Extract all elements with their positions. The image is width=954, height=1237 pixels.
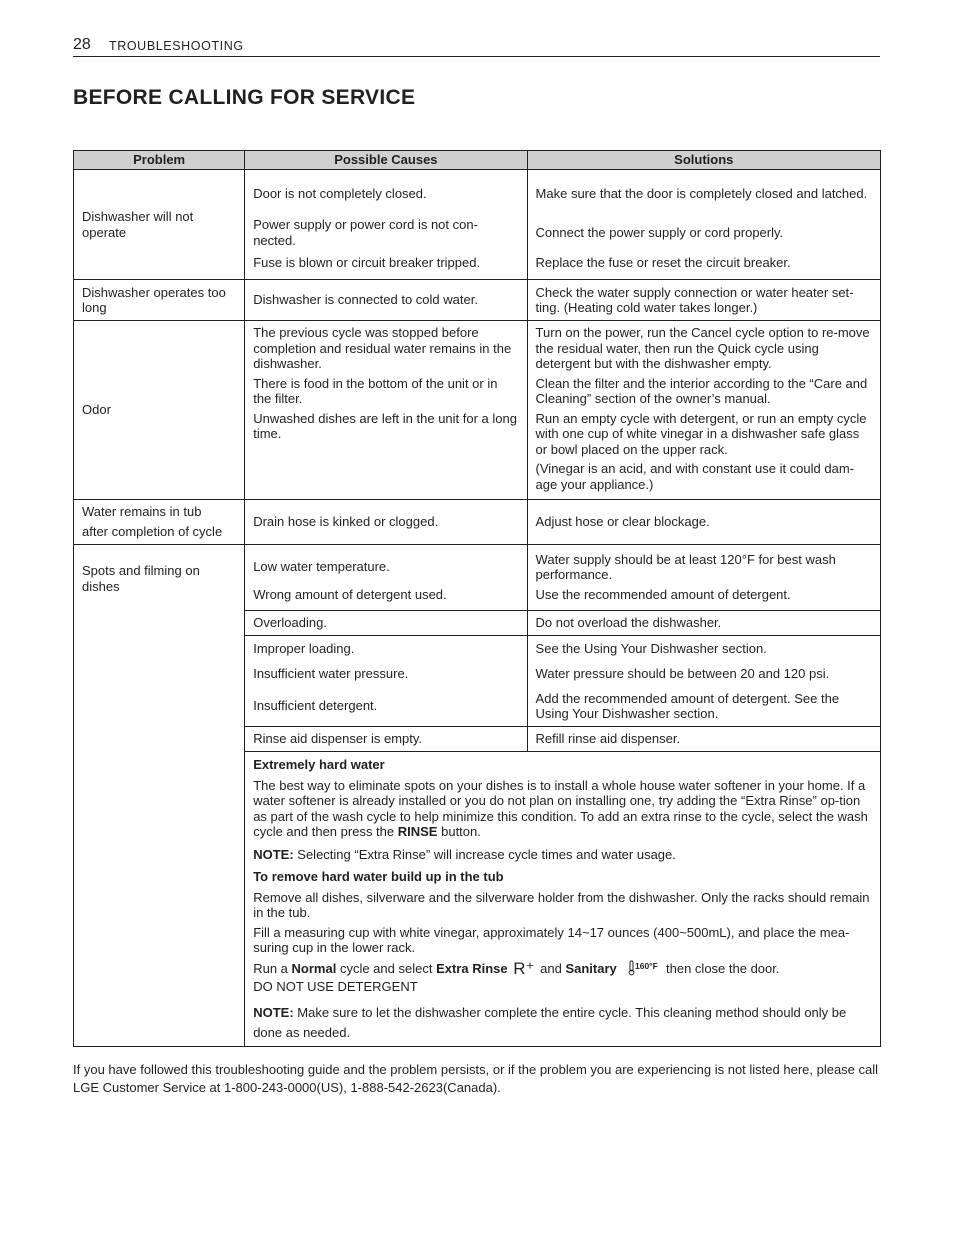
sanitary-icon <box>628 960 658 976</box>
solutions-cell <box>527 545 880 611</box>
solution-item: (Vinegar is an acid, and with constant use it could dam-age your appliance.) <box>535 461 854 492</box>
solutions-cell <box>527 321 880 500</box>
solution-item: Adjust hose or clear blockage. <box>527 500 880 545</box>
solution-item: Turn on the power, run the Cancel cycle option to re-move the residual water, then run the Quick cycle using detergent but with the dishwasher empty. <box>535 325 870 371</box>
solutions-cell <box>527 636 880 727</box>
solution-item: See the Using Your Dishwasher section. <box>535 641 767 657</box>
solution-item: Run an empty cycle with detergent, or run an empty cycle with one cup of white vinegar in a dishwasher safe glass or bowl placed on the upper rack. <box>535 410 867 457</box>
problem-line: Water remains in tub <box>82 504 202 519</box>
problem-cell: Spots and filming on dishes <box>74 545 245 1047</box>
cause-item: Insufficient detergent. <box>253 698 378 714</box>
note-complete-cycle: NOTE: Make sure to let the dishwasher complete the entire cycle. This cleaning method should only be done as needed. <box>253 1004 847 1040</box>
table-row <box>74 545 881 611</box>
solution-item: Use the recommended amount of detergent. <box>535 587 791 603</box>
causes-cell <box>245 636 527 727</box>
problem-cell: Odor <box>74 321 245 500</box>
cause-item: Door is not completely closed. <box>253 186 427 202</box>
solution-item: Clean the filter and the interior according to the “Care and Cleaning” section of the owner’s manual. <box>535 375 868 406</box>
troubleshooting-table <box>73 150 881 1047</box>
problem-cell: Dishwasher will not operate <box>74 170 245 280</box>
causes-cell <box>245 545 527 611</box>
solution-item: Connect the power supply or cord properly. <box>535 224 784 240</box>
table-row <box>74 321 881 500</box>
page-header <box>73 36 880 57</box>
hard-water-note <box>245 752 881 1047</box>
causes-cell <box>245 321 527 500</box>
cause-item: Improper loading. <box>253 641 355 657</box>
cause-item: The previous cycle was stopped before completion and residual water remains in the dishwasher. <box>253 325 512 371</box>
footer-note: If you have followed this troubleshooting guide and the problem persists, or if the problem you are experiencing is not listed here, please call LGE Customer Service at 1-800-243-0000(US), 1-888-542-2623(Canada). <box>73 1062 879 1095</box>
solution-item: Do not overload the dishwasher. <box>527 611 880 636</box>
table-row <box>74 500 881 545</box>
cause-item: Unwashed dishes are left in the unit for a long time. <box>253 410 517 441</box>
solutions-cell <box>527 170 880 280</box>
column-header-causes: Possible Causes <box>245 151 527 170</box>
cause-item: Rinse aid dispenser is empty. <box>245 727 527 752</box>
solution-item: Refill rinse aid dispenser. <box>527 727 880 752</box>
cause-item: Overloading. <box>245 611 527 636</box>
cause-item: Power supply or power cord is not con-nected. <box>253 217 478 248</box>
page-number: 28 <box>73 36 91 53</box>
column-header-problem: Problem <box>74 151 245 170</box>
solution-item: Add the recommended amount of detergent. See the Using Your Dishwasher section. <box>535 690 840 721</box>
section-name: TROUBLESHOOTING <box>109 39 244 53</box>
column-header-solutions: Solutions <box>527 151 880 170</box>
causes-cell <box>245 170 527 280</box>
problem-cell: Dishwasher operates too long <box>74 280 245 321</box>
solution-item: Check the water supply connection or water heater set-ting. (Heating cold water takes longer.) <box>527 280 880 321</box>
cause-item: Drain hose is kinked or clogged. <box>245 500 527 545</box>
page-title: BEFORE CALLING FOR SERVICE <box>73 86 416 109</box>
cause-item: Fuse is blown or circuit breaker tripped. <box>253 255 481 271</box>
problem-line: after completion of cycle <box>82 524 223 539</box>
table-row <box>74 170 881 280</box>
solution-item: Make sure that the door is completely closed and latched. <box>535 186 868 202</box>
hard-water-paragraph: The best way to eliminate spots on your dishes is to install a whole house water softener in your home. If a water softener is already installed or you do not plan on installing one, try adding the “Extra Rinse” op-tion as part of the wash cycle to help minimize this condition. To add an extra rinse to the cycle, select the wash cycle and then press the RINSE button. <box>253 777 868 839</box>
problem-cell <box>74 500 245 545</box>
solution-item: Replace the fuse or reset the circuit breaker. <box>535 255 791 271</box>
remove-step-1: Remove all dishes, silverware and the silverware holder from the dishwasher. Only the racks should remain in the tub. <box>253 889 870 920</box>
cause-item: Insufficient water pressure. <box>253 666 409 682</box>
remove-step-2: Fill a measuring cup with white vinegar, approximately 14~17 ounces (400~500mL), and place the mea-suring cup in the lower rack. <box>253 924 850 955</box>
remove-buildup-title: To remove hard water build up in the tub <box>253 869 504 884</box>
table-header-row <box>74 151 881 170</box>
cause-item: Low water temperature. <box>253 559 390 575</box>
extra-rinse-icon: R⁺ <box>513 958 535 978</box>
no-detergent-warning: DO NOT USE DETERGENT <box>253 979 418 994</box>
solution-item: Water pressure should be between 20 and 120 psi. <box>535 666 830 682</box>
table-row <box>74 280 881 321</box>
cause-item: There is food in the bottom of the unit or in the filter. <box>253 375 498 406</box>
remove-step-3: Run a Normal cycle and select Extra Rinse R⁺ and Sanitary 160°F then close the door. <box>253 958 780 978</box>
sanitary-temp-label: 160°F <box>635 960 659 971</box>
note-extra-rinse: NOTE: Selecting “Extra Rinse” will increase cycle times and water usage. <box>253 846 676 862</box>
cause-item: Wrong amount of detergent used. <box>253 587 447 603</box>
cause-item: Dishwasher is connected to cold water. <box>245 280 527 321</box>
solution-item: Water supply should be at least 120°F for best wash performance. <box>535 551 836 582</box>
hard-water-title: Extremely hard water <box>253 757 385 772</box>
